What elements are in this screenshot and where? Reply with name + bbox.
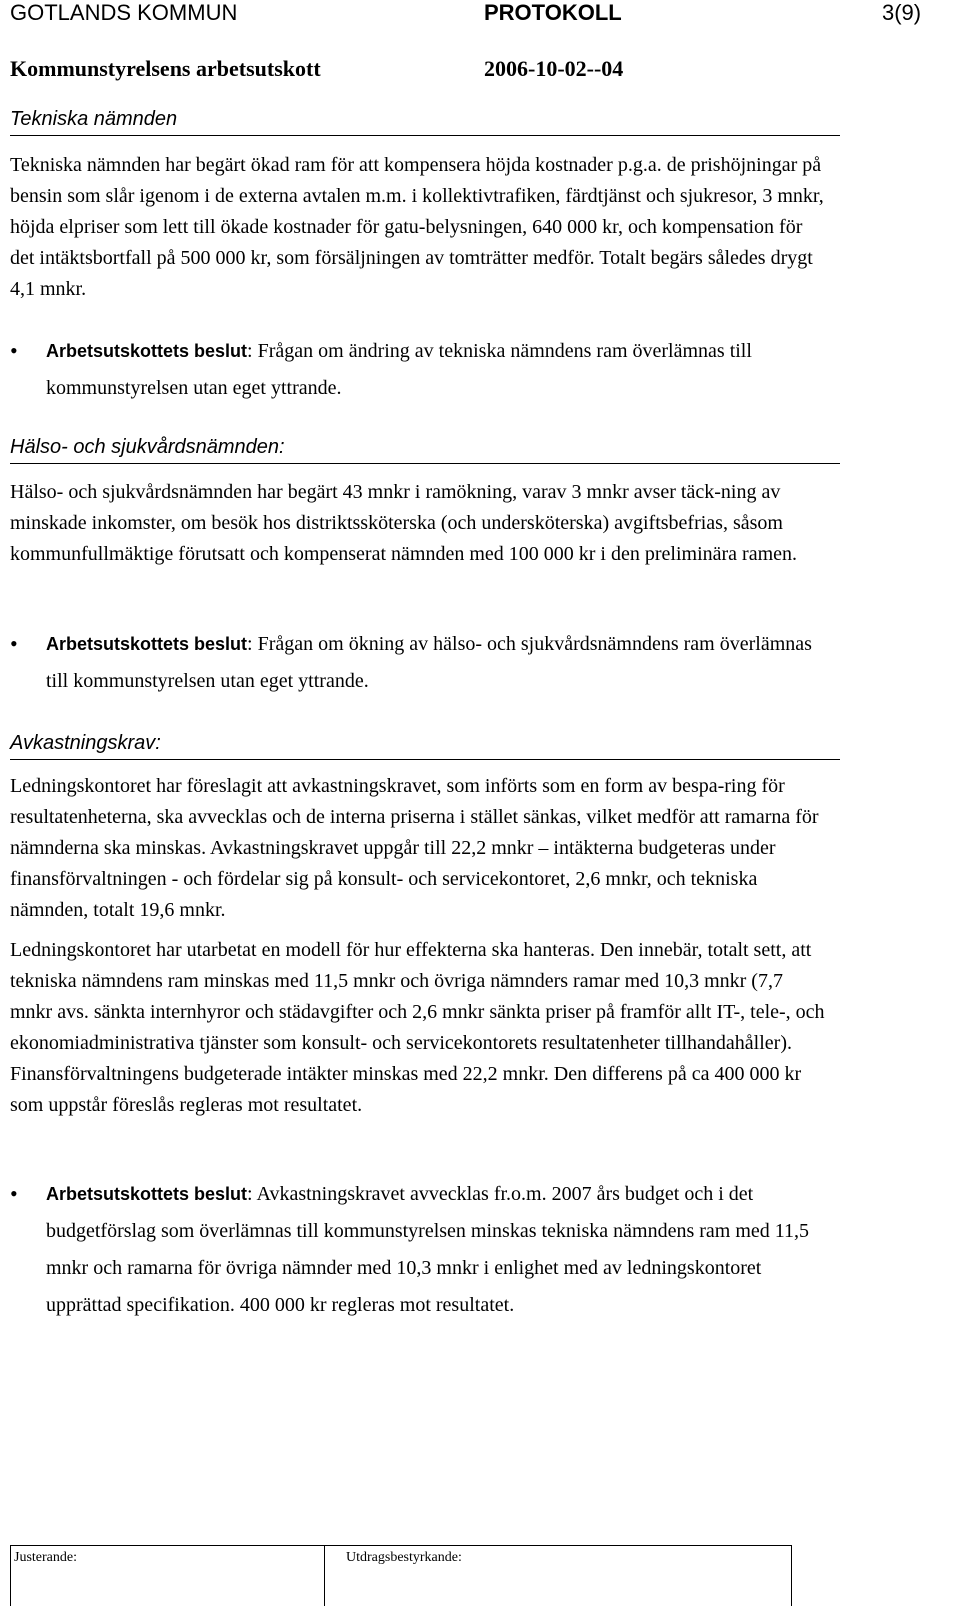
decision-tekniska xyxy=(10,333,840,408)
section-heading-tekniska: Tekniska nämnden xyxy=(10,108,840,136)
decision-content: : Frågan om ökning av hälso- och sjukvårdsnämndens ram överlämnas till kommunstyrelsen utan eget yttrande. xyxy=(46,633,812,692)
section-tekniska-body xyxy=(10,150,830,305)
justerande-label: Justerande: xyxy=(14,1550,77,1565)
paragraph: Ledningskontoret har föreslagit att avkastningskravet, som införts som en form av bespa-ring för resultatenheterna, ska avvecklas och de interna priserna i stället sänkas, vilket medför att ramarna för nämnderna ska minskas. Avkastningskravet uppgår till 22,2 mnkr – intäkterna budgeteras under finansförvaltningen - och fördelar sig på konsult- och servicekontoret, 2,6 mnkr, och tekniska nämnden, totalt 19,6 mnkr. xyxy=(10,775,819,921)
decision-avkastning xyxy=(10,1176,840,1326)
decision-label: Arbetsutskottets beslut xyxy=(46,341,248,361)
decision-label: Arbetsutskottets beslut xyxy=(46,1184,248,1204)
meeting-dates: 2006-10-02--04 xyxy=(484,56,624,81)
decision-text xyxy=(46,333,836,407)
paragraph: Ledningskontoret har utarbetat en modell för hur effekterna ska hanteras. Den innebär, totalt sett, att tekniska nämndens ram minskas med 11,5 mnkr och övriga nämnders ramar med 10,3 mnkr (7,7 mnkr avs. sänkta internhyror och städavgifter och 2,6 mnkr sänkta priser på framför allt IT-, tele-, och ekonomiadministrativa tjänster som konsult- och servicekontorets resultatenheter tillhandahåller). Finansförvaltningens budgeterade intäkter minskas med 22,2 mnkr. Den differens på ca 400 000 kr som uppstår föreslås regleras mot resultatet. xyxy=(10,939,825,1116)
section-heading-avkastning: Avkastningskrav: xyxy=(10,732,840,760)
bullet-icon: • xyxy=(10,338,18,363)
committee-name: Kommunstyrelsens arbetsutskott xyxy=(10,56,321,81)
signature-divider xyxy=(324,1546,325,1606)
decision-label: Arbetsutskottets beslut xyxy=(46,634,248,654)
decision-halso xyxy=(10,626,840,701)
document-type: PROTOKOLL xyxy=(484,0,622,25)
decision-content: : Frågan om ändring av tekniska nämndens ram överlämnas till kommunstyrelsen utan eget yttrande. xyxy=(46,340,752,399)
decision-content: : Avkastningskravet avvecklas fr.o.m. 2007 års budget och i det budgetförslag som överlämnas till kommunstyrelsen minskas tekniska nämndens ram med 11,5 mnkr och ramarna för övriga nämnder med 10,3 mnkr i enlighet med av ledningskontoret upprättad specifikation. 400 000 kr regleras mot resultatet. xyxy=(46,1183,810,1316)
section-avkastning-body xyxy=(10,771,830,926)
section-heading-halso: Hälso- och sjukvårdsnämnden: xyxy=(10,436,840,464)
organization-name: GOTLANDS KOMMUN xyxy=(10,0,238,25)
page-number: 3(9) xyxy=(882,0,922,25)
decision-text xyxy=(46,1176,836,1324)
bullet-icon: • xyxy=(10,631,18,656)
section-avkastning-body-2 xyxy=(10,935,830,1121)
section-halso-body xyxy=(10,477,830,570)
decision-text xyxy=(46,626,836,700)
paragraph: Tekniska nämnden har begärt ökad ram för att kompensera höjda kostnader p.g.a. de prishöjningar på bensin som slår igenom i de externa avtalen m.m. i kollektivtrafiken, färdtjänst och sjukresor, 3 mnkr, höjda elpriser som lett till ökade kostnader för gatu-belysningen, 640 000 kr, och kompensation för det intäktsbortfall på 500 000 kr, som försäljningen av tomträtter medför. Totalt begärs således drygt 4,1 mnkr. xyxy=(10,154,824,300)
paragraph: Hälso- och sjukvårdsnämnden har begärt 43 mnkr i ramökning, varav 3 mnkr avser täck-ning av minskade inkomster, om besök hos distriktssköterska (och undersköterska) avgiftsbefrias, såsom kommunfullmäktige förutsatt och kompenserat nämnden med 100 000 kr i den preliminära ramen. xyxy=(10,481,798,565)
utdragsbestyrkande-label: Utdragsbestyrkande: xyxy=(346,1550,462,1565)
bullet-icon: • xyxy=(10,1181,18,1206)
